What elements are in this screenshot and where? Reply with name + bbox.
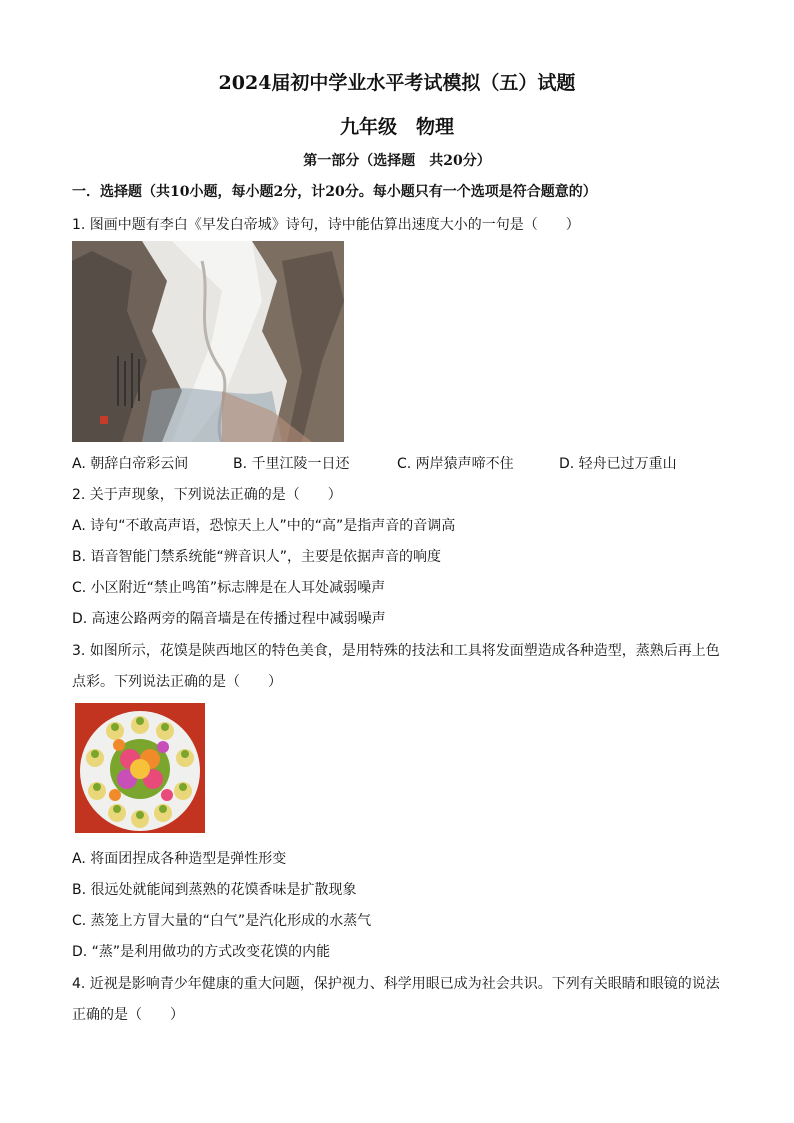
question-2-option-d: D. 高速公路两旁的隔音墙是在传播过程中减弱噪声 — [72, 611, 386, 627]
question-3-option-d: D. “蒸”是利用做功的方式改变花馍的内能 — [72, 944, 331, 960]
question-2-option-b: B. 语音智能门禁系统能“辨音识人”，主要是依据声音的响度 — [72, 549, 442, 565]
section-heading: 一．选择题（共10小题，每小题2分，计20分。每小题只有一个选项是符合题意的） — [72, 184, 597, 200]
question-1-stem: 1. 图画中题有李白《早发白帝城》诗句，诗中能估算出速度大小的一句是（ ） — [72, 217, 580, 233]
question-2-stem: 2. 关于声现象，下列说法正确的是（ ） — [72, 487, 342, 503]
part-heading: 第一部分（选择题 共20分） — [303, 153, 491, 169]
question-3-option-c: C. 蒸笼上方冒大量的“白气”是汽化形成的水蒸气 — [72, 913, 372, 929]
question-3-stem-line-1: 3. 如图所示，花馍是陕西地区的特色美食，是用特殊的技法和工具将发面塑造成各种造型，蒸熟后再上色 — [72, 643, 720, 659]
question-3-option-a: A. 将面团捏成各种造型是弹性形变 — [72, 851, 287, 867]
question-1-option-a: A. 朝辞白帝彩云间 — [72, 456, 189, 472]
flower-bun-plate-image — [75, 703, 205, 833]
exam-subtitle: 九年级 物理 — [339, 116, 454, 138]
question-4-stem-line-2: 正确的是（ ） — [72, 1007, 184, 1023]
question-1-option-b: B. 千里江陵一日还 — [233, 456, 350, 472]
question-3-stem-line-2: 点彩。下列说法正确的是（ ） — [72, 674, 282, 690]
question-4-stem-line-1: 4. 近视是影响青少年健康的重大问题，保护视力、科学用眼已成为社会共识。下列有关眼睛和眼镜的说法 — [72, 976, 720, 992]
question-1-option-d: D. 轻舟已过万重山 — [559, 456, 677, 472]
exam-title: 2024届初中学业水平考试模拟（五）试题 — [218, 72, 576, 94]
landscape-painting-image — [72, 241, 344, 442]
question-2-option-c: C. 小区附近“禁止鸣笛”标志牌是在人耳处减弱噪声 — [72, 580, 386, 596]
question-1-option-c: C. 两岸猿声啼不住 — [397, 456, 514, 472]
question-2-option-a: A. 诗句“不敢高声语，恐惊天上人”中的“高”是指声音的音调高 — [72, 518, 456, 534]
question-3-option-b: B. 很远处就能闻到蒸熟的花馍香味是扩散现象 — [72, 882, 357, 898]
